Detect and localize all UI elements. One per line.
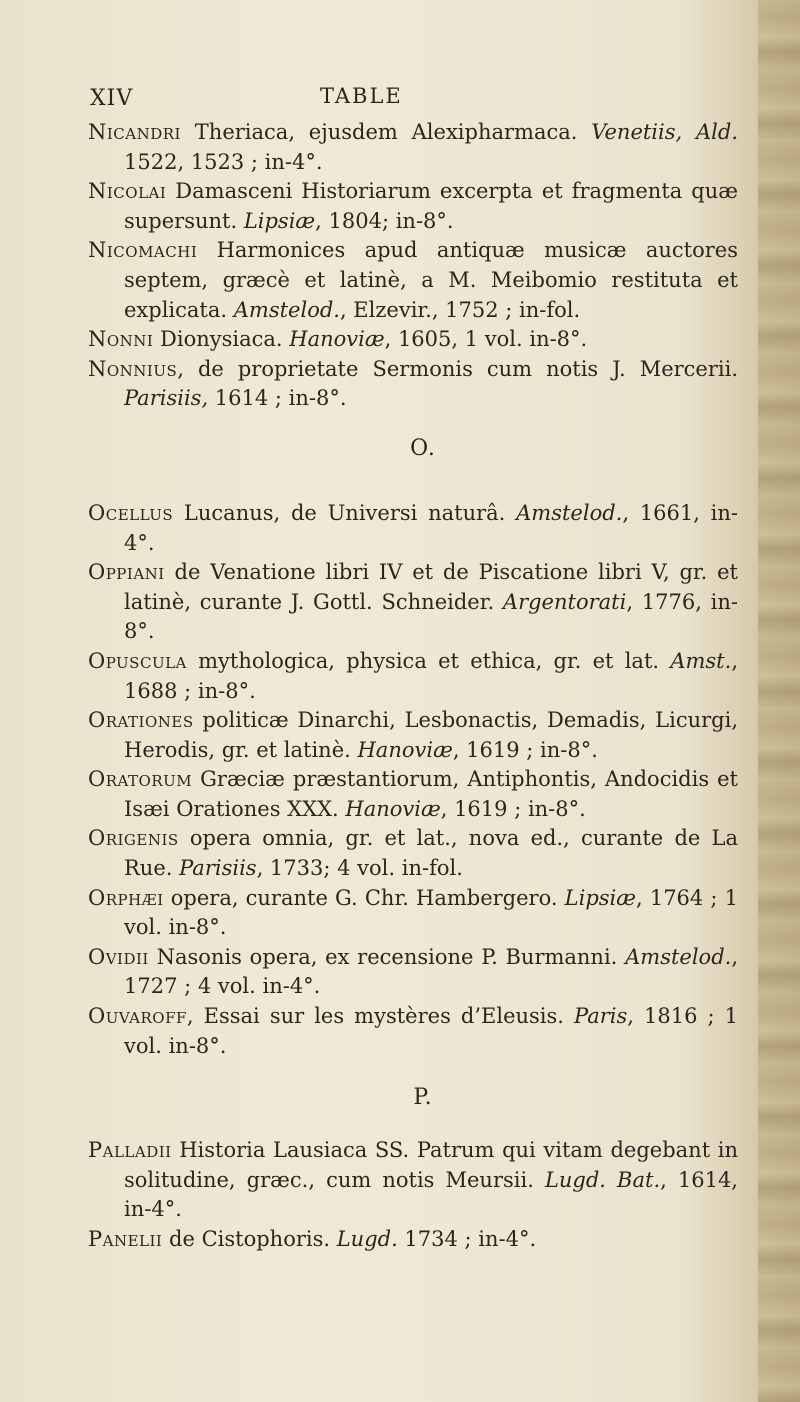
entry-ouvaroff: Ouvaroff, Essai sur les mystères d’Eleusis. Paris, 1816 ; 1 vol. in-8°. <box>88 1004 738 1058</box>
entry-nonni: Nonni Dionysiaca. Hanoviæ, 1605, 1 vol. in-8°. <box>88 327 588 352</box>
entry-orphaei: Orphæi opera, curante G. Chr. Hambergero. Lipsiæ, 1764 ; 1 vol. in-8°. <box>88 885 738 940</box>
section-letter-o: O. <box>410 435 436 461</box>
running-title: TABLE <box>320 84 403 108</box>
entry-orationes: Orationes politicæ Dinarchi, Lesbonactis, Demadis, Licurgi, Herodis, gr. et latinè. Hanoviæ, 1619 ; in-8°. <box>88 708 738 762</box>
entry-palladii: Palladii Historia Lausiaca SS. Patrum qui vitam degebant in solitudine, græc., cum notis Meursii. Lugd. Bat., 1614, in-4°. <box>88 1138 738 1222</box>
entry-nonnius: Nonnius, de proprietate Sermonis cum notis J. Mercerii. Parisiis, 1614 ; in-8°. <box>88 356 738 411</box>
entry-nicolai: Nicolai Damasceni Historiarum excerpta et fragmenta quæ supersunt. Lipsiæ, 1804; in-8°. <box>88 179 738 233</box>
entry-ocellus: Ocellus Lucanus, de Universi naturâ. Amstelod., 1661, in-4°. <box>88 500 738 555</box>
index-entries <box>88 118 738 1255</box>
entry-oratorum: Oratorum Græciæ præstantiorum, Antiphontis, Andocidis et Isæi Orationes XXX. Hanoviæ, 1619 ; in-8°. <box>88 767 738 821</box>
entry-ovidii: Ovidii Nasonis opera, ex recensione P. Burmanni. Amstelod., 1727 ; 4 vol. in-4°. <box>88 944 738 999</box>
entry-nicandri: Nicandri Theriaca, ejusdem Alexipharmaca. Venetiis, Ald. 1522, 1523 ; in-4°. <box>88 120 739 174</box>
entry-origenis: Origenis opera omnia, gr. et lat., nova ed., curante de La Rue. Parisiis, 1733; 4 vol. in-fol. <box>88 826 738 881</box>
entry-panelii: Panelii de Cistophoris. Lugd. 1734 ; in-4°. <box>88 1227 537 1251</box>
entry-oppiani: Oppiani de Venatione libri IV et de Piscatione libri V, gr. et latinè, curante J. Gottl. Schneider. Argentorati, 1776, in-8°. <box>88 560 738 644</box>
entry-nicomachi: Nicomachi Harmonices apud antiquæ musicæ auctores septem, græcè et latinè, a M. Meibomio restituta et explicata. Amstelod., Elzevir., 1752 ; in-fol. <box>88 238 738 322</box>
section-letter-p: P. <box>413 1085 433 1111</box>
entry-opuscula: Opuscula mythologica, physica et ethica, gr. et lat. Amst., 1688 ; in-8°. <box>88 648 738 703</box>
page-edge-stain <box>758 0 800 1402</box>
page-number: XIV <box>90 86 134 111</box>
